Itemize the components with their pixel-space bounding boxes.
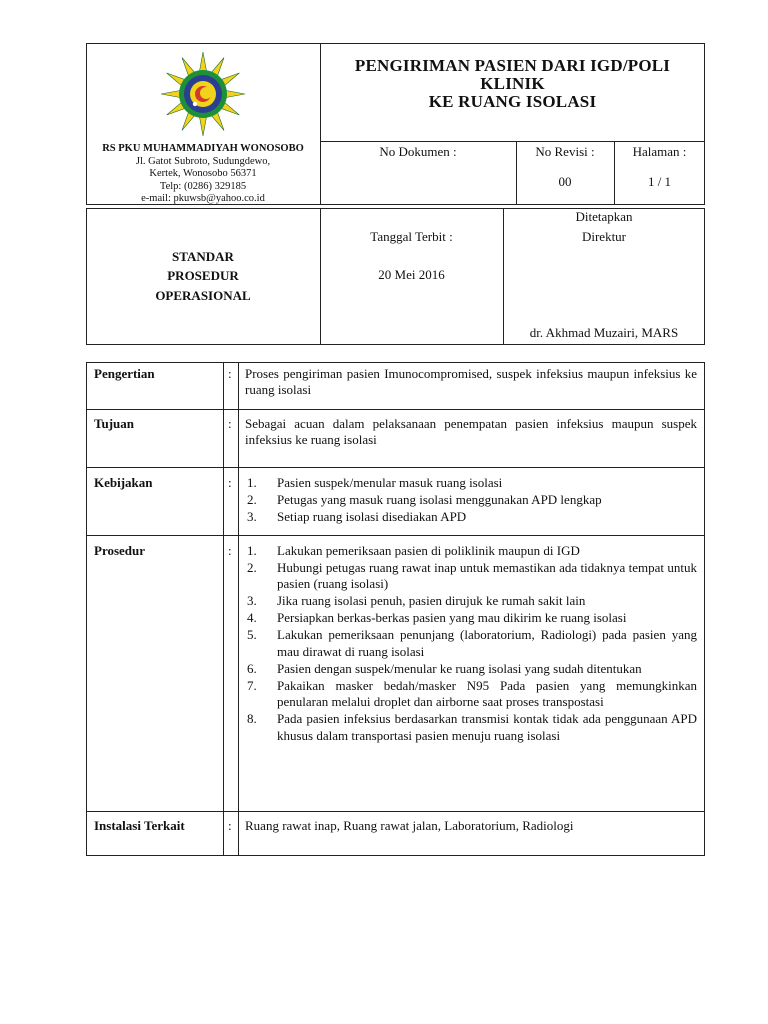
sop-label-3: OPERASIONAL bbox=[155, 288, 251, 303]
list-item: 1. Lakukan pemeriksaan pasien di poliklinik maupun di IGD bbox=[247, 543, 580, 558]
list-item: 4. Persiapkan berkas-berkas pasien yang mau dikirim ke ruang isolasi bbox=[247, 610, 627, 626]
set-by-label: Ditetapkan bbox=[575, 209, 633, 224]
header-row-divider bbox=[320, 141, 705, 142]
document-title-line3: KE RUANG ISOLASI bbox=[428, 92, 597, 111]
instalasi-label: Instalasi Terkait bbox=[94, 818, 185, 833]
revision-value: 00 bbox=[558, 174, 572, 189]
instalasi-colon: : bbox=[228, 818, 232, 833]
sop-label-2: PROSEDUR bbox=[167, 268, 239, 283]
list-item: 3. Jika ruang isolasi penuh, pasien dirujuk ke rumah sakit lain bbox=[247, 593, 586, 609]
page-label: Halaman : bbox=[632, 144, 687, 159]
hospital-address-2: Kertek, Wonosobo 56371 bbox=[149, 168, 257, 179]
doc-number-label: No Dokumen : bbox=[379, 144, 457, 159]
issue-date-label: Tanggal Terbit : bbox=[370, 229, 453, 244]
sop-label-1: STANDAR bbox=[172, 249, 234, 264]
list-item: 5. Lakukan pemeriksaan penunjang (laboratorium, Radiologi) pada pasien yang mau dirawat di ruang isolasi bbox=[247, 627, 697, 659]
hospital-name: RS PKU MUHAMMADIYAH WONOSOBO bbox=[102, 143, 304, 154]
hospital-address-1: Jl. Gatot Subroto, Sudungdewo, bbox=[135, 156, 271, 167]
instalasi-text: Ruang rawat inap, Ruang rawat jalan, Laboratorium, Radiologi bbox=[245, 818, 574, 833]
hospital-logo bbox=[158, 49, 248, 139]
hospital-phone: Telp: (0286) 329185 bbox=[159, 181, 247, 192]
list-item: 3. Setiap ruang isolasi disediakan APD bbox=[247, 509, 467, 524]
document-title-line1: PENGIRIMAN PASIEN DARI IGD/POLI bbox=[354, 56, 671, 75]
kebijakan-list bbox=[240, 475, 697, 526]
pengertian-label: Pengertian bbox=[94, 366, 155, 381]
revision-label: No Revisi : bbox=[535, 144, 595, 159]
prosedur-colon: : bbox=[228, 543, 232, 558]
list-item: 2. Hubungi petugas ruang rawat inap untuk memastikan ada tidaknya tempat untuk pasien (ruang isolasi) bbox=[247, 560, 697, 592]
list-item: 6. Pasien dengan suspek/menular ke ruang isolasi yang sudah ditentukan bbox=[247, 660, 642, 676]
document-title-line2: KLINIK bbox=[480, 74, 545, 93]
prosedur-list bbox=[240, 543, 697, 745]
pengertian-colon: : bbox=[228, 366, 232, 381]
list-item: 7. Pakaikan masker bedah/masker N95 Pada pasien yang memungkinkan penularan melalui droplet dan airborne saat proses transpostasi bbox=[247, 677, 697, 710]
set-by-role: Direktur bbox=[581, 229, 627, 244]
tujuan-colon: : bbox=[228, 416, 232, 431]
kebijakan-label: Kebijakan bbox=[94, 475, 153, 490]
kebijakan-colon: : bbox=[228, 475, 232, 490]
page-value: 1 / 1 bbox=[647, 174, 672, 189]
prosedur-label: Prosedur bbox=[94, 543, 146, 558]
issue-date-value: 20 Mei 2016 bbox=[378, 267, 445, 282]
list-item: 8. Pada pasien infeksius berdasarkan transmisi kontak tidak ada penggunaan APD khusus dalam transportasi pasien menuju ruang isolasi bbox=[247, 711, 697, 743]
list-item: 2. Petugas yang masuk ruang isolasi menggunakan APD lengkap bbox=[247, 492, 602, 507]
pengertian-text: Proses pengiriman pasien Imunocompromised, suspek infeksius maupun infeksius ke ruang isolasi bbox=[245, 366, 697, 398]
hospital-email: e-mail: pkuwsb@yahoo.co.id bbox=[141, 193, 265, 204]
tujuan-label: Tujuan bbox=[94, 416, 134, 431]
list-item: 1. Pasien suspek/menular masuk ruang isolasi bbox=[247, 475, 503, 490]
signatory-name: dr. Akhmad Muzairi, MARS bbox=[529, 325, 679, 340]
tujuan-text: Sebagai acuan dalam pelaksanaan penempatan pasien infeksius maupun suspek infeksius ke ruang isolasi bbox=[245, 416, 697, 448]
